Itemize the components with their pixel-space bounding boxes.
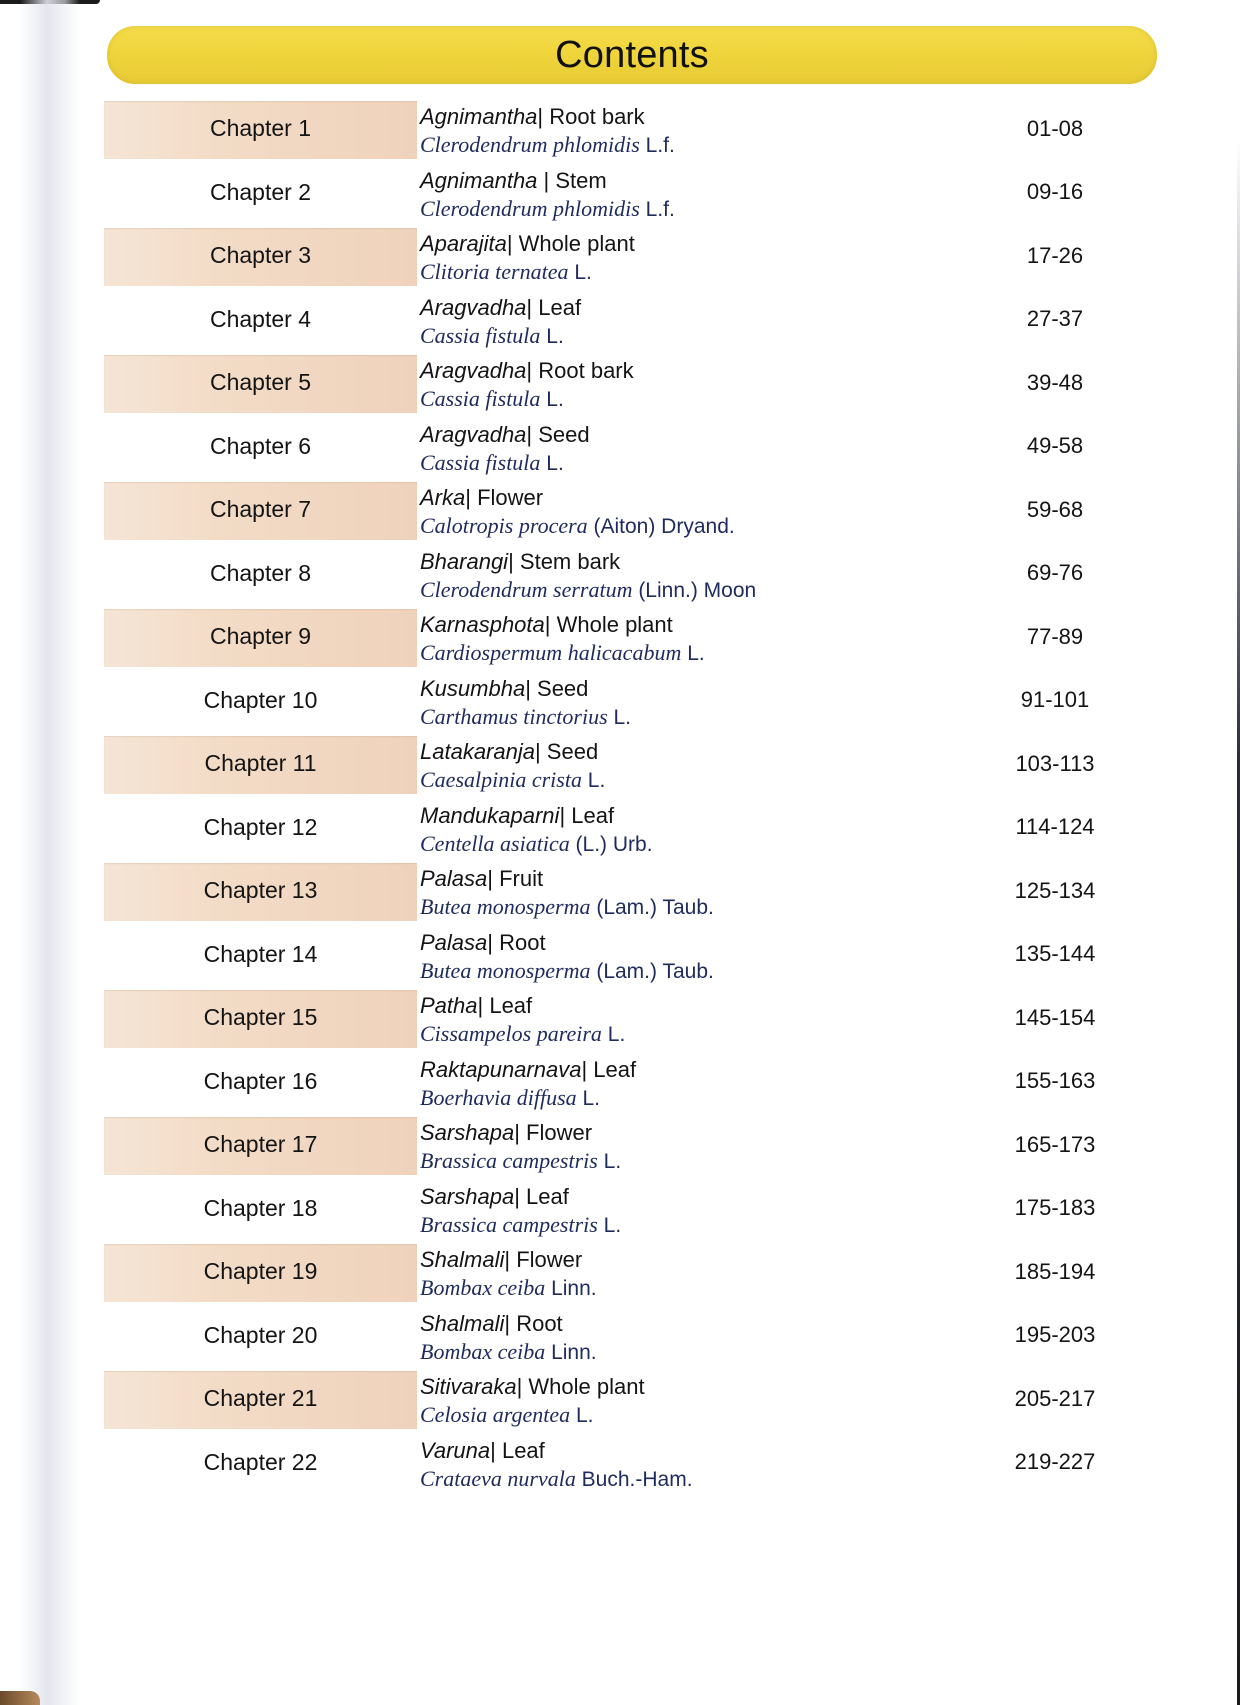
authority: L. <box>603 1213 622 1237</box>
authority: L. <box>546 451 564 475</box>
chapter-label[interactable]: Chapter 5 <box>209 369 311 395</box>
common-name-line <box>420 230 980 258</box>
page-range[interactable]: 185-194 <box>1014 1258 1096 1284</box>
common-name: Raktapunarnava <box>420 1056 582 1082</box>
chapter-description <box>420 548 980 605</box>
scientific-name: Cardiospermum halicacabum <box>420 640 682 665</box>
chapter-description <box>420 484 980 541</box>
scientific-name-line <box>420 195 980 224</box>
plant-part: | Seed <box>526 421 590 447</box>
authority: (L.) Urb. <box>575 832 653 856</box>
authority: L. <box>613 705 631 729</box>
scientific-name: Calotropis procera <box>420 513 588 538</box>
chapter-label[interactable]: Chapter 20 <box>203 1321 318 1348</box>
authority: L. <box>603 1150 622 1173</box>
chapter-description <box>420 1183 980 1240</box>
toc-entry-chapter-19[interactable] <box>0 1240 1240 1304</box>
chapter-label[interactable]: Chapter 21 <box>203 1385 318 1411</box>
plant-part: | Whole plant <box>506 231 635 256</box>
scientific-name: Butea monosperma <box>420 957 591 983</box>
chapter-description <box>420 1246 980 1303</box>
common-name: Agnimantha <box>420 104 538 129</box>
common-name-line <box>420 992 980 1020</box>
scientific-name: Butea monosperma <box>420 894 591 919</box>
scientific-name-line <box>420 131 980 160</box>
common-name: Palasa <box>420 929 488 955</box>
scientific-name: Cassia fistula <box>420 449 541 475</box>
common-name-line <box>420 1310 980 1338</box>
plant-part: | Stem <box>537 167 607 193</box>
common-name-line <box>420 1119 980 1147</box>
chapter-label[interactable]: Chapter 1 <box>209 115 311 141</box>
chapter-label[interactable]: Chapter 15 <box>203 1004 318 1030</box>
common-name-line <box>420 1056 980 1084</box>
scientific-name: Clerodendrum serratum <box>420 576 633 602</box>
scientific-name-line <box>420 322 980 351</box>
common-name: Bharangi <box>420 548 509 574</box>
scientific-name: Carthamus tinctorius <box>420 703 608 729</box>
scientific-name: Boerhavia diffusa <box>420 1084 577 1110</box>
common-name: Agnimantha <box>420 167 538 193</box>
toc-entry-chapter-3[interactable] <box>0 224 1240 288</box>
page-range[interactable]: 27-37 <box>1026 306 1084 331</box>
chapter-label[interactable]: Chapter 3 <box>209 242 311 268</box>
scientific-name-line <box>420 258 980 287</box>
common-name: Aragvadha <box>420 421 527 447</box>
chapter-label[interactable]: Chapter 8 <box>209 559 311 586</box>
scientific-name-line <box>420 893 980 922</box>
scientific-name: Clerodendrum phlomidis <box>420 132 640 157</box>
common-name-line <box>420 294 980 322</box>
plant-part: | Root <box>504 1310 563 1336</box>
plant-part: | Leaf <box>559 802 615 828</box>
chapter-description <box>420 929 980 986</box>
toc-entry-chapter-13[interactable] <box>0 859 1240 923</box>
authority: L. <box>582 1086 601 1110</box>
authority: L. <box>687 642 705 665</box>
page-range[interactable]: 17-26 <box>1026 242 1084 268</box>
page-range[interactable]: 155-163 <box>1014 1068 1096 1093</box>
common-name-line <box>420 167 980 195</box>
scientific-name: Brassica campestris <box>420 1211 598 1237</box>
authority: (Aiton) Dryand. <box>593 515 735 538</box>
page-range[interactable]: 205-217 <box>1014 1385 1096 1411</box>
scientific-name-line <box>420 703 980 732</box>
common-name-line <box>420 357 980 385</box>
scientific-name: Celosia argentea <box>420 1402 571 1427</box>
toc-entry-chapter-7[interactable] <box>0 478 1240 542</box>
common-name: Sarshapa <box>420 1183 515 1209</box>
page-range[interactable]: 114-124 <box>1015 814 1095 839</box>
common-name-line <box>420 675 980 703</box>
common-name-line <box>420 1437 980 1465</box>
chapter-label[interactable]: Chapter 22 <box>203 1448 318 1475</box>
scientific-name-line <box>420 957 980 986</box>
toc-entry-chapter-14[interactable] <box>0 923 1240 987</box>
plant-part: | Flower <box>504 1247 583 1272</box>
plant-part: | Root bark <box>537 104 645 129</box>
common-name: Sitivaraka <box>420 1374 517 1399</box>
authority: L. <box>587 769 606 792</box>
page-range[interactable]: 135-144 <box>1014 941 1096 966</box>
plant-part: | Fruit <box>487 866 544 891</box>
scientific-name-line <box>420 449 980 478</box>
scientific-name: Bombax ceiba <box>420 1338 546 1364</box>
chapter-label[interactable]: Chapter 7 <box>209 496 311 522</box>
common-name: Mandukaparni <box>420 802 560 828</box>
plant-part: | Leaf <box>514 1183 569 1209</box>
page-range[interactable]: 125-134 <box>1014 877 1096 903</box>
authority: L.f. <box>645 197 675 221</box>
authority: (Lam.) Taub. <box>596 959 714 983</box>
authority: L. <box>546 388 564 411</box>
chapter-label[interactable]: Chapter 16 <box>203 1067 318 1094</box>
chapter-label[interactable]: Chapter 10 <box>203 686 318 713</box>
authority: L.f. <box>645 134 675 157</box>
common-name: Palasa <box>420 866 488 891</box>
scientific-name-line <box>420 1020 980 1049</box>
page-range[interactable]: 59-68 <box>1026 496 1084 522</box>
plant-part: | Seed <box>534 739 599 764</box>
plant-part: | Root bark <box>526 358 634 383</box>
chapter-description <box>420 738 980 795</box>
toc-entry-chapter-18[interactable] <box>0 1177 1240 1241</box>
chapter-description <box>420 865 980 922</box>
scientific-name: Cassia fistula <box>420 386 541 411</box>
chapter-label[interactable]: Chapter 17 <box>203 1131 318 1157</box>
common-name-line <box>420 421 980 449</box>
chapter-label[interactable]: Chapter 14 <box>203 940 318 967</box>
scientific-name-line <box>420 512 980 541</box>
scientific-name: Clerodendrum phlomidis <box>420 195 640 221</box>
chapter-label[interactable]: Chapter 4 <box>209 305 311 332</box>
page-range[interactable]: 39-48 <box>1026 369 1084 395</box>
scientific-name: Cassia fistula <box>420 322 541 348</box>
chapter-label[interactable]: Chapter 6 <box>209 432 311 459</box>
authority: L. <box>574 261 592 284</box>
plant-part: | Whole plant <box>544 612 673 637</box>
toc-entry-chapter-16[interactable] <box>0 1050 1240 1114</box>
plant-part: | Whole plant <box>516 1374 645 1399</box>
page-range[interactable]: 219-227 <box>1014 1449 1096 1474</box>
authority: Buch.-Ham. <box>581 1467 693 1491</box>
common-name: Arka <box>420 485 466 510</box>
scientific-name: Crataeva nurvala <box>420 1465 576 1491</box>
common-name: Aragvadha <box>420 358 527 383</box>
common-name: Karnasphota <box>420 612 545 637</box>
chapter-description <box>420 357 980 414</box>
authority: L. <box>607 1023 626 1046</box>
scientific-name: Caesalpinia crista <box>420 767 582 792</box>
toc-entry-chapter-10[interactable] <box>0 669 1240 733</box>
common-name: Kusumbha <box>420 675 526 701</box>
common-name: Sarshapa <box>420 1120 515 1145</box>
toc-entry-chapter-12[interactable] <box>0 796 1240 860</box>
chapter-description <box>420 992 980 1049</box>
common-name-line <box>420 611 980 639</box>
authority: Linn. <box>551 1340 597 1364</box>
contents-title-bar <box>107 26 1157 84</box>
common-name-line <box>420 484 980 512</box>
common-name-line <box>420 548 980 576</box>
toc-entry-chapter-20[interactable] <box>0 1304 1240 1368</box>
plant-part: | Leaf <box>477 993 533 1018</box>
common-name: Aparajita <box>420 231 507 256</box>
chapter-description <box>420 230 980 287</box>
toc-entry-chapter-2[interactable] <box>0 161 1240 225</box>
scientific-name: Clitoria ternatea <box>420 259 569 284</box>
chapter-description <box>420 103 980 160</box>
page-range[interactable]: 49-58 <box>1026 433 1084 458</box>
common-name-line <box>420 1183 980 1211</box>
chapter-label[interactable]: Chapter 2 <box>209 178 311 205</box>
chapter-description <box>420 1119 980 1176</box>
toc-entry-chapter-21[interactable] <box>0 1367 1240 1431</box>
toc-entry-chapter-15[interactable] <box>0 986 1240 1050</box>
common-name: Aragvadha <box>420 294 527 320</box>
common-name: Varuna <box>420 1437 491 1463</box>
scientific-name-line <box>420 766 980 795</box>
chapter-description <box>420 294 980 351</box>
scientific-name-line <box>420 1401 980 1430</box>
scientific-name-line <box>420 639 980 668</box>
scientific-name-line <box>420 1147 980 1176</box>
page-title: Contents <box>555 33 709 76</box>
chapter-description <box>420 1310 980 1367</box>
authority: (Linn.) Moon <box>638 578 757 602</box>
chapter-label[interactable]: Chapter 9 <box>209 623 311 649</box>
chapter-description <box>420 1056 980 1113</box>
authority: Linn. <box>551 1277 597 1300</box>
scientific-name: Brassica campestris <box>420 1148 598 1173</box>
page-bottom-corner <box>0 1691 40 1705</box>
chapter-description <box>420 421 980 478</box>
scientific-name-line <box>420 1084 980 1113</box>
toc-entry-chapter-11[interactable] <box>0 732 1240 796</box>
scientific-name-line <box>420 830 980 859</box>
table-of-contents <box>0 97 1240 1494</box>
toc-entry-chapter-1[interactable] <box>0 97 1240 161</box>
scientific-name-line <box>420 1211 980 1240</box>
common-name: Shalmali <box>420 1310 505 1336</box>
chapter-description <box>420 1437 980 1494</box>
scientific-name-line <box>420 1274 980 1303</box>
toc-entry-chapter-8[interactable] <box>0 542 1240 606</box>
common-name: Patha <box>420 993 478 1018</box>
page-range[interactable]: 145-154 <box>1014 1004 1096 1030</box>
page-range[interactable]: 175-183 <box>1014 1195 1096 1220</box>
scientific-name-line <box>420 1465 980 1494</box>
chapter-description <box>420 167 980 224</box>
authority: (Lam.) Taub. <box>596 896 714 919</box>
common-name-line <box>420 865 980 893</box>
toc-entry-chapter-5[interactable] <box>0 351 1240 415</box>
common-name-line <box>420 738 980 766</box>
authority: L. <box>575 1404 594 1427</box>
chapter-description <box>420 1373 980 1430</box>
scientific-name: Centella asiatica <box>420 830 570 856</box>
page-range[interactable]: 195-203 <box>1014 1322 1096 1347</box>
chapter-label[interactable]: Chapter 13 <box>203 877 318 903</box>
page-range[interactable]: 09-16 <box>1026 179 1084 204</box>
chapter-label[interactable]: Chapter 19 <box>203 1258 318 1284</box>
plant-part: | Flower <box>514 1120 593 1145</box>
chapter-description <box>420 675 980 732</box>
plant-part: | Leaf <box>581 1056 637 1082</box>
toc-entry-chapter-4[interactable] <box>0 288 1240 352</box>
common-name-line <box>420 1246 980 1274</box>
common-name-line <box>420 103 980 131</box>
plant-part: | Root <box>487 929 546 955</box>
toc-entry-chapter-17[interactable] <box>0 1113 1240 1177</box>
chapter-label[interactable]: Chapter 11 <box>204 750 317 776</box>
chapter-label[interactable]: Chapter 18 <box>203 1194 318 1221</box>
page-range[interactable]: 103-113 <box>1015 750 1095 776</box>
toc-entry-chapter-9[interactable] <box>0 605 1240 669</box>
page-range[interactable]: 91-101 <box>1020 687 1090 712</box>
common-name: Latakaranja <box>420 739 535 764</box>
toc-entry-chapter-22[interactable] <box>0 1431 1240 1495</box>
scientific-name-line <box>420 385 980 414</box>
plant-part: | Leaf <box>526 294 582 320</box>
scientific-name-line <box>420 1338 980 1367</box>
scientific-name: Bombax ceiba <box>420 1275 546 1300</box>
plant-part: | Seed <box>525 675 589 701</box>
common-name-line <box>420 802 980 830</box>
plant-part: | Stem bark <box>508 548 621 574</box>
toc-entry-chapter-6[interactable] <box>0 415 1240 479</box>
chapter-description <box>420 802 980 859</box>
chapter-label[interactable]: Chapter 12 <box>203 813 318 840</box>
plant-part: | Flower <box>465 485 544 510</box>
scientific-name: Cissampelos pareira <box>420 1021 602 1046</box>
chapter-description <box>420 611 980 668</box>
scientific-name-line <box>420 576 980 605</box>
common-name: Shalmali <box>420 1247 505 1272</box>
plant-part: | Leaf <box>490 1437 545 1463</box>
authority: L. <box>546 324 564 348</box>
common-name-line <box>420 1373 980 1401</box>
page-range[interactable]: 77-89 <box>1026 623 1084 649</box>
page-range[interactable]: 165-173 <box>1014 1131 1096 1157</box>
common-name-line <box>420 929 980 957</box>
page-range[interactable]: 69-76 <box>1026 560 1084 585</box>
page-range[interactable]: 01-08 <box>1026 115 1084 141</box>
